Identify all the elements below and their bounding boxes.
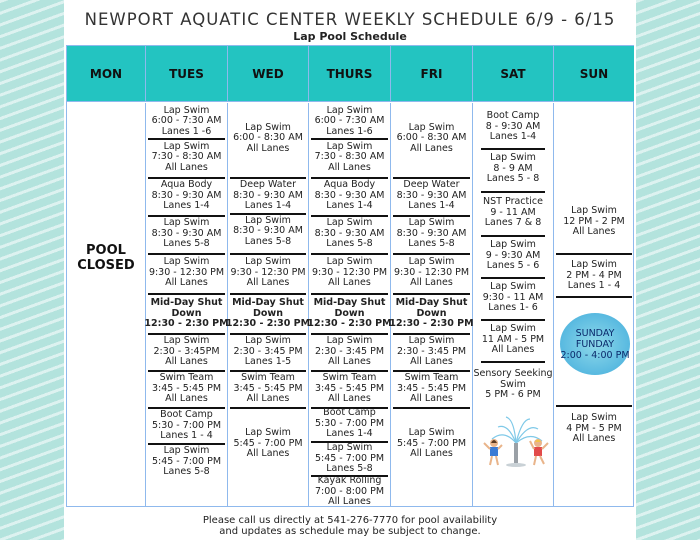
header-sat: SAT <box>473 46 554 102</box>
wave-background-left <box>0 0 64 540</box>
session-block: Kayak Rolling 7:00 - 8:00 PM All Lanes <box>314 475 385 508</box>
divider <box>556 296 632 298</box>
session-block: Lap Swim 2:30 - 3:45 PM All Lanes <box>314 335 385 368</box>
divider <box>481 191 545 193</box>
session-block: Lap Swim 2:30 - 3:45PM All Lanes <box>153 335 220 368</box>
session-block: Lap Swim 6:00 - 8:30 AM All Lanes <box>396 121 467 154</box>
column-wed <box>225 103 311 506</box>
divider <box>556 253 632 255</box>
session-block: Lap Swim 2:30 - 3:45 PM Lanes 1-5 <box>233 335 303 368</box>
divider <box>230 293 306 295</box>
divider <box>148 138 225 140</box>
session-block: Swim Team 3:45 - 5:45 PM All Lanes <box>151 372 222 405</box>
column-sun <box>554 103 634 506</box>
column-tues <box>146 103 228 506</box>
session-block: Lap Swim 8 - 9 AM Lanes 5 - 8 <box>486 152 540 185</box>
session-block: Lap Swim 9 - 9:30 AM Lanes 5 - 6 <box>485 239 541 272</box>
session-block: Lap Swim 2:30 - 3:45 PM All Lanes <box>396 335 467 368</box>
session-block: Aqua Body 8:30 - 9:30 AM Lanes 1-4 <box>314 179 385 212</box>
session-block: Lap Swim 5:45 - 7:00 PM Lanes 5-8 <box>314 442 385 475</box>
column-mon <box>67 103 146 506</box>
midday-shutdown-block: Mid-Day Shut Down 12:30 - 2:30 PM <box>225 297 311 330</box>
session-block: Lap Swim 6:00 - 8:30 AM All Lanes <box>233 121 303 154</box>
session-block: Lap Swim 9:30 - 12:30 PM All Lanes <box>148 256 225 289</box>
header-thurs: THURS <box>309 46 391 102</box>
session-block: Lap Swim 2 PM - 4 PM Lanes 1 - 4 <box>566 259 622 292</box>
session-block: Lap Swim 5:45 - 7:00 PM All Lanes <box>233 427 303 460</box>
session-block: Lap Swim 9:30 - 12:30 PM All Lanes <box>311 256 388 289</box>
session-block: Lap Swim 8:30 - 9:30 AM Lanes 5-8 <box>396 217 467 250</box>
column-fri <box>391 103 473 506</box>
session-block: Lap Swim 9:30 - 11 AM Lanes 1- 6 <box>482 281 544 314</box>
session-block: Lap Swim 6:00 - 7:30 AM Lanes 1-6 <box>314 104 385 137</box>
schedule-grid <box>66 45 634 507</box>
session-block: Lap Swim 5:45 - 7:00 PM All Lanes <box>396 427 467 460</box>
header-mon: MON <box>67 46 146 102</box>
session-block: Swim Team 3:45 - 5:45 PM All Lanes <box>396 372 467 405</box>
session-block: Aqua Body 8:30 - 9:30 AM Lanes 1-4 <box>151 179 222 212</box>
divider <box>481 148 545 150</box>
page-title: NEWPORT AQUATIC CENTER WEEKLY SCHEDULE 6/9 - 6/15 <box>84 10 616 29</box>
divider <box>556 405 632 407</box>
footer-note: Please call us directly at 541-276-7770 for pool availability and updates as schedule may be subject to change. <box>202 515 498 537</box>
session-block: Lap Swim 8:30 - 9:30 AM Lanes 5-8 <box>233 214 303 247</box>
session-block: Lap Swim 8:30 - 9:30 AM Lanes 5-8 <box>314 217 385 250</box>
session-block: Lap Swim 9:30 - 12:30 PM All Lanes <box>230 256 306 289</box>
session-block: Lap Swim 7:30 - 8:30 AM All Lanes <box>314 140 385 173</box>
session-block: Lap Swim 7:30 - 8:30 AM All Lanes <box>151 140 222 173</box>
session-block: Deep Water 8:30 - 9:30 AM Lanes 1-4 <box>396 179 467 212</box>
header-sun: SUN <box>554 46 634 102</box>
divider <box>148 293 225 295</box>
session-block: Lap Swim 12 PM - 2 PM All Lanes <box>563 205 625 238</box>
midday-shutdown-block: Mid-Day Shut Down 12:30 - 2:30 PM <box>389 297 474 330</box>
session-block: Swim Team 3:45 - 5:45 PM All Lanes <box>314 372 385 405</box>
header-wed: WED <box>228 46 309 102</box>
header-fri: FRI <box>391 46 473 102</box>
pool-closed-label: POOL CLOSED <box>77 243 135 273</box>
column-sat <box>473 103 554 506</box>
session-block: Swim Team 3:45 - 5:45 PM All Lanes <box>233 372 303 405</box>
session-block: Sensory Seeking Swim 5 PM - 6 PM <box>473 368 553 401</box>
session-block: Boot Camp 5:30 - 7:00 PM Lanes 1 - 4 <box>151 409 222 442</box>
divider <box>393 293 470 295</box>
kids-splashing-illustration <box>473 408 553 478</box>
sunday-funday-badge: SUNDAY FUNDAY 2:00 - 4:00 PM <box>560 313 630 375</box>
header-tues: TUES <box>146 46 228 102</box>
column-thurs <box>309 103 391 506</box>
session-block: Lap Swim 11 AM - 5 PM All Lanes <box>481 323 545 356</box>
midday-shutdown-block: Mid-Day Shut Down 12:30 - 2:30 PM <box>144 297 229 330</box>
midday-shutdown-block: Mid-Day Shut Down 12:30 - 2:30 PM <box>307 297 392 330</box>
session-block: Lap Swim 9:30 - 12:30 PM All Lanes <box>393 256 470 289</box>
session-block: Deep Water 8:30 - 9:30 AM Lanes 1-4 <box>233 179 303 212</box>
divider <box>311 293 388 295</box>
session-block: Lap Swim 5:45 - 7:00 PM Lanes 5-8 <box>151 445 222 478</box>
session-block: NST Practice 9 - 11 AM Lanes 7 & 8 <box>483 196 543 229</box>
session-block: Lap Swim 4 PM - 5 PM All Lanes <box>566 412 622 445</box>
divider <box>311 138 388 140</box>
page-subtitle: Lap Pool Schedule <box>293 30 407 43</box>
session-block: Boot Camp 5:30 - 7:00 PM Lanes 1-4 <box>314 407 385 440</box>
session-block: Boot Camp 8 - 9:30 AM Lanes 1-4 <box>485 110 541 143</box>
session-block: Lap Swim 6:00 - 7:30 AM Lanes 1 -6 <box>151 104 222 137</box>
session-block: Lap Swim 8:30 - 9:30 AM Lanes 5-8 <box>151 217 222 250</box>
divider <box>481 361 545 363</box>
wave-background-right <box>636 0 700 540</box>
